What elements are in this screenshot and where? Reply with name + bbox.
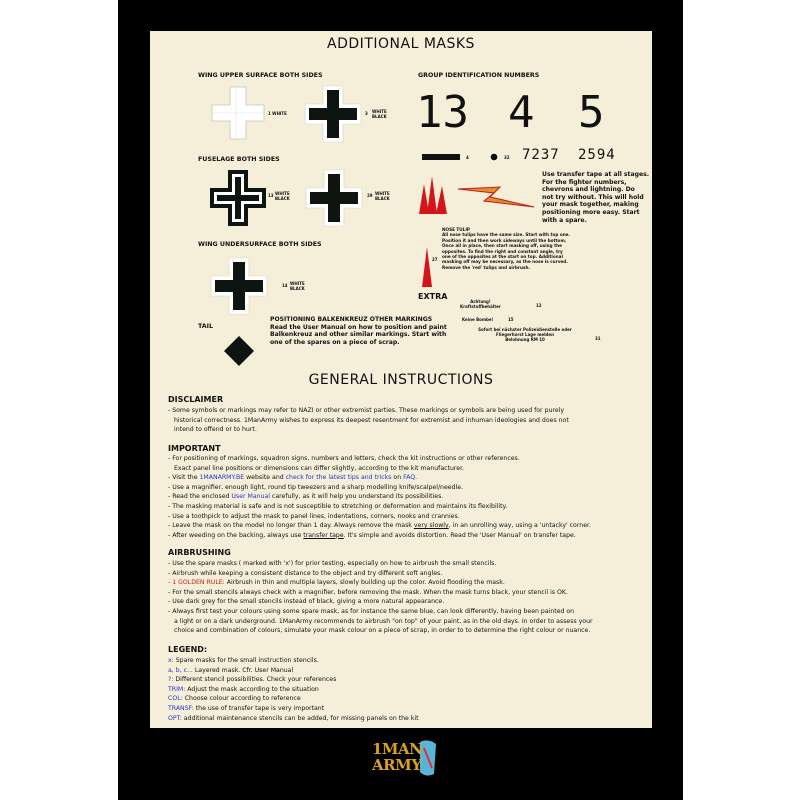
nose-line-4: opposites. To find the right and constant angle, try xyxy=(442,248,563,254)
disclaimer-title: DISCLAIMER xyxy=(168,395,224,404)
wing-upper-b-num: 3 xyxy=(365,111,368,116)
positioning-title: POSITIONING BALKENKREUZ OTHER MARKINGS xyxy=(270,316,433,323)
wing-upper-label: WING UPPER SURFACE BOTH SIDES xyxy=(198,72,323,79)
fuselage-b-label-1: WHITE xyxy=(375,191,390,196)
important-line-1b: Exact panel line positions or dimensions can differ slightly, according to the kit manufacturer. xyxy=(174,464,465,472)
extra-1-line-2: Kraftstoffbehälter xyxy=(460,304,501,309)
fuselage-b-label-2: BLACK xyxy=(375,196,390,201)
big-number-4: 4 xyxy=(508,87,535,138)
imp-2-e: on xyxy=(391,474,404,482)
legend-text: Different stencil possibilities. Check your references xyxy=(173,676,337,684)
legend-key: a, b, c... xyxy=(168,666,193,674)
extra-2-num: 15 xyxy=(508,317,514,322)
fuselage-a-label-1: WHITE xyxy=(275,191,290,196)
tail-label: TAIL xyxy=(198,323,214,330)
extra-3-line-3: Belohnung RM 10 xyxy=(505,337,545,342)
imp-4-a: - Read the enclosed xyxy=(168,493,232,501)
airbrushing-list xyxy=(168,559,593,636)
nose-line-3: Once all in place, then start masking off, using the xyxy=(442,243,562,249)
imp-2-g: . xyxy=(415,474,418,482)
legend-key: x: xyxy=(168,657,174,664)
extra-3 xyxy=(450,327,600,342)
positioning-line-2: Balkenkreuz and other similar markings. Start with xyxy=(270,331,447,339)
legend-item-question xyxy=(168,675,419,685)
wing-upper-b-label-2: BLACK xyxy=(372,114,387,119)
bar-num: 4 xyxy=(466,155,469,160)
important-line-2 xyxy=(168,473,591,483)
important-line-7 xyxy=(168,521,591,531)
legend-text: Layered mask. Cfr. User Manual xyxy=(192,666,294,674)
air-line-6: - Always first test your colours using some spare mask, as for instance the same blue, can look differently, having been painted on xyxy=(168,607,575,615)
positioning-line-3: one of the spares on a piece of scrap. xyxy=(270,338,400,346)
air-line-2: - Airbrush while keeping a consistent distance to the object and try different soft angles. xyxy=(168,569,443,577)
transfer-line-5: your mask together, making xyxy=(542,201,639,209)
important-list xyxy=(168,454,591,540)
imp-8-a: - After weeding on the backing, always use xyxy=(168,531,304,539)
nose-tulip-title: NOSE TULIP xyxy=(442,227,470,232)
extra-3-num: 31 xyxy=(595,336,601,341)
nose-line-2: Position it and then work sideways until the bottom. xyxy=(442,237,567,243)
legend-text: the use of transfer tape is very important xyxy=(193,704,325,712)
fuselage-a-label xyxy=(275,191,290,201)
air-line-4: - For the small stencils always check with a magnifier, before removing the mask. When the mask turns black, your stencil is OK. xyxy=(168,588,568,596)
disclaimer-text xyxy=(168,406,569,435)
wing-under-color-2: BLACK xyxy=(290,286,305,291)
fuselage-label: FUSELAGE BOTH SIDES xyxy=(198,156,280,163)
fuselage-bar xyxy=(422,154,460,160)
imp-8-c: . It's simple and avoids distortion. Read the 'User Manual' on transfer tape. xyxy=(343,531,576,539)
nose-line-5: one of the opposites at the start on top. Additional xyxy=(442,254,563,260)
airbrushing-title: AIRBRUSHING xyxy=(168,548,231,557)
golden-rule: - 1 GOLDEN RULE: xyxy=(168,579,225,587)
important-line-4 xyxy=(168,492,591,502)
tips-link[interactable]: check for the latest tips and tricks xyxy=(285,474,392,482)
important-title: IMPORTANT xyxy=(168,444,221,453)
wing-upper-b-label-1: WHITE xyxy=(372,109,387,114)
black-cross-fuselage-b xyxy=(305,169,363,227)
lightning-bolt xyxy=(456,183,536,209)
faq-link[interactable]: FAQ xyxy=(403,474,416,482)
legend-key: COL: xyxy=(168,695,183,703)
legend-key: OPT: xyxy=(168,714,182,722)
wing-under-color-1: WHITE xyxy=(290,281,305,286)
disclaimer-line-3: intend to offend or to hurt. xyxy=(174,426,257,434)
wing-upper-b-label xyxy=(372,109,387,119)
extra-title: EXTRA xyxy=(418,292,448,301)
logo-text-1man: 1MAN xyxy=(372,740,423,758)
air-3-b: Airbrush in thin and multiple layers, slowly building up the color. Avoid flooding the mask. xyxy=(224,579,505,587)
legend-text: Spare masks for the small instruction stencils. xyxy=(173,657,319,664)
additional-masks-title: ADDITIONAL MASKS xyxy=(327,36,475,52)
extra-1-num: 12 xyxy=(536,303,542,308)
red-tulips xyxy=(417,174,449,216)
wing-under-num: 14 xyxy=(282,283,288,288)
legend-text: Choose colour according to reference xyxy=(182,695,301,703)
positioning-line-1: Read the User Manual on how to position and paint xyxy=(270,323,447,331)
imp-4-c: carefully, as it will help you understand its possibilities. xyxy=(269,493,444,501)
serial-2594: 2594 xyxy=(578,147,616,163)
big-number-13: 13 xyxy=(416,87,469,138)
single-tulip xyxy=(420,246,434,288)
transfer-line-1: Use transfer tape at all stages. xyxy=(542,171,650,178)
wing-under-label-colors xyxy=(290,281,305,291)
serial-7237: 7237 xyxy=(522,147,560,163)
positioning-block xyxy=(270,316,447,346)
instruction-sheet xyxy=(150,31,652,728)
legend-key: TRIM: xyxy=(168,685,186,693)
imp-2-c: website and xyxy=(244,474,286,482)
fuselage-a-label-2: BLACK xyxy=(275,196,290,201)
tail-diamond xyxy=(223,335,255,367)
extra-1-line-1: Achtung! xyxy=(470,299,491,304)
logo-text-army: ARMY xyxy=(372,756,422,774)
legend-item-trim xyxy=(168,685,419,695)
important-line-1: - For positioning of markings, squadron signs, numbers and letters, check the kit instructions or other references. xyxy=(168,455,520,462)
important-line-3: - Use a magnifier, enough light, round tip tweezers and a sharp modelling knife/scalpel/needle. xyxy=(168,483,463,491)
imp-7-c: , in an unrolling way, using a 'untacky' corner. xyxy=(448,522,591,530)
legend-text: additional maintenance stencils can be added, for missing panels on the kit xyxy=(181,714,419,722)
air-line-3 xyxy=(168,578,593,588)
fuselage-b-num: 29 xyxy=(367,193,373,198)
group-id-label: GROUP IDENTIFICATION NUMBERS xyxy=(418,72,540,79)
disclaimer-line-1: - Some symbols or markings may refer to NAZI or other extremist parties. These markings or symbols are being used for purely xyxy=(168,407,565,414)
transfer-line-2: For the fighter numbers, xyxy=(542,178,627,186)
fuselage-b-label xyxy=(375,191,390,201)
website-link[interactable]: 1MANARMY.BE xyxy=(199,474,245,482)
extra-2: Keine Bombe! xyxy=(462,317,494,322)
dot-num: 32 xyxy=(504,155,510,160)
1manarmy-logo xyxy=(370,738,442,782)
legend-item-abc xyxy=(168,666,419,676)
dot-marker xyxy=(488,151,500,163)
legend-title: LEGEND: xyxy=(168,645,208,654)
disclaimer-line-2: historical correctness. 1ManArmy wishes to express its deepest resentment for extremist and inhuman ideologies and does not xyxy=(174,416,569,424)
big-number-5: 5 xyxy=(578,87,605,138)
important-line-6: - Use a toothpick to adjust the mask to panel lines, indentations, corners, nooks and crannies. xyxy=(168,512,460,520)
transfer-tape-note xyxy=(542,171,649,224)
air-line-6b: a light or on a dark underground. 1ManArmy recommends to airbrush "on top" of your paint, as in the old days. In order to assess your xyxy=(174,617,593,625)
legend-key: TRANSF: xyxy=(168,704,194,712)
legend-list xyxy=(168,656,419,723)
extra-3-line-1: Sofort bei nächster Polizeidienstelle oder xyxy=(478,327,572,332)
wing-upper-a-label: 1 WHITE xyxy=(268,111,287,116)
air-line-5: - Use dark grey for the small stencils instead of black, giving a more natural appearance. xyxy=(168,598,445,606)
important-line-5: - The masking material is safe and is not susceptible to stretching or deformation and maintains its flexibility. xyxy=(168,502,508,510)
legend-key: ?: xyxy=(168,676,174,684)
legend-item-transf xyxy=(168,704,419,714)
wing-under-label: WING UNDERSURFACE BOTH SIDES xyxy=(198,241,322,248)
air-line-1: - Use the spare masks ( marked with 'x') for prior testing, especially on how to airbrush the small stencils. xyxy=(168,560,497,567)
extra-1 xyxy=(460,299,501,309)
black-cross-under xyxy=(210,257,268,315)
imp-8-b: transfer tape xyxy=(303,531,344,539)
air-line-6c: choice and combination of colours, simulate your mask colour on a piece of scrap, in order to to determine the right colour or nuance. xyxy=(174,627,591,635)
transfer-line-7: with a spare. xyxy=(542,216,587,224)
white-cross-outline xyxy=(210,85,266,141)
legend-text: Adjust the mask according to the situation xyxy=(185,685,319,693)
legend-item-opt xyxy=(168,714,419,724)
extra-3-line-2: Fliegerhorst Lage melden xyxy=(496,332,554,337)
black-cross-upper xyxy=(304,85,362,143)
legend-item-x xyxy=(168,656,419,666)
general-instructions-title: GENERAL INSTRUCTIONS xyxy=(308,372,494,388)
imp-2-a: - Visit the xyxy=(168,474,200,482)
transfer-line-4: not try without. This will hold xyxy=(542,193,644,201)
transfer-line-6: positioning more easy. Start xyxy=(542,208,640,216)
nose-line-1: All nose tulips have the same size. Start with top one. xyxy=(442,232,571,238)
transfer-line-3: chevrons and lightning. Do xyxy=(542,186,635,194)
fuselage-a-num: 13 xyxy=(268,193,274,198)
black-cross-fuselage-a xyxy=(209,169,267,227)
nose-line-7: Remove the 'red' tulips and airbrush. xyxy=(442,264,531,270)
nose-num: 27 xyxy=(432,257,438,262)
user-manual-link[interactable]: User Manual xyxy=(231,493,270,501)
nose-tulip-block xyxy=(442,227,570,270)
imp-7-a: - Leave the mask on the model no longer than 1 day. Always remove the mask xyxy=(168,522,414,530)
important-line-8 xyxy=(168,531,591,541)
legend-item-col xyxy=(168,694,419,704)
nose-line-6: masking off may be necessary, as the nose is curved. xyxy=(442,259,568,265)
imp-7-b: very slowly xyxy=(413,522,449,530)
